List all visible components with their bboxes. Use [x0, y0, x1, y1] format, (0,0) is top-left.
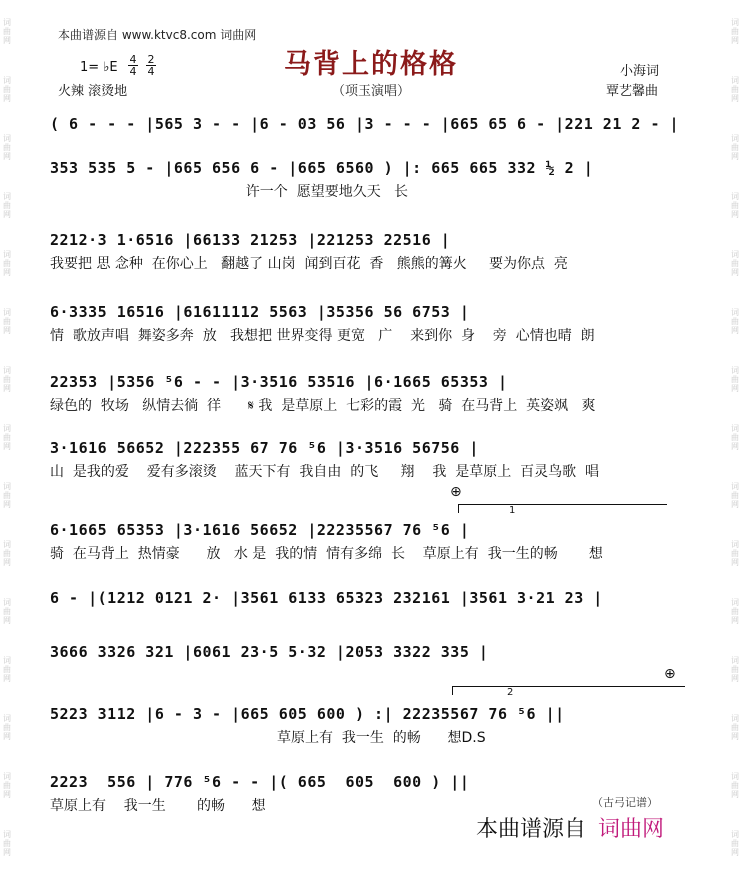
time-signature-1-bottom: 4	[129, 65, 137, 78]
lyrics-line: 许一个 愿望要地久天 长	[50, 184, 409, 200]
notation-line: 353 535 5 - |665 656 6 - |665 6560 ) |: 665 665 332 ½ 2 |	[50, 159, 594, 177]
notation-line: 6·3335 16516 |61611112 5563 |35356 56 6753 |	[50, 303, 470, 321]
notation-line: 5223 3112 |6 - 3 - |665 605 600 ) :| 22235567 76 ⁵6 ||	[50, 705, 565, 723]
watermark-text: 词 曲 网	[731, 830, 739, 857]
key-signature: 1= ♭E	[80, 60, 118, 75]
volta-number: 1	[509, 505, 516, 516]
watermark-text: 词 曲 网	[731, 76, 739, 103]
watermark-text: 词 曲 网	[3, 18, 11, 45]
notation-line: ( 6 - - - |565 3 - - |6 - 03 56 |3 - - - |665 65 6 - |221 21 2 - |	[50, 115, 680, 133]
tempo-marking: 火辣 滚烫地	[58, 84, 128, 99]
lyrics-line: 我要把 思 念种 在你心上 翻越了 山岗 闻到百花 香 熊熊的篝火 要为你点 亮	[50, 256, 568, 272]
notation-line: 6·1665 65353 |3·1616 56652 |22235567 76 ⁵6 |	[50, 521, 470, 539]
watermark-text: 词 曲 网	[3, 308, 11, 335]
watermark-text: 词 曲 网	[3, 540, 11, 567]
footer-site-label: 词曲网	[598, 817, 665, 842]
notation-line: 6 - |(1212 0121 2· |3561 6133 65323 232161 |3561 3·21 23 |	[50, 589, 603, 607]
performer: （项玉演唱）	[331, 84, 410, 99]
watermark-text: 词 曲 网	[3, 772, 11, 799]
source-site-text: 本曲谱源自 www.ktvc8.com 词曲网	[58, 28, 257, 42]
footer-source	[476, 812, 664, 843]
watermark-text: 词 曲 网	[731, 250, 739, 277]
watermark-text: 词 曲 网	[3, 656, 11, 683]
lyrics-line: 草原上有 我一生 的畅 想D.S	[50, 730, 486, 746]
time-signature-2	[146, 54, 156, 77]
volta-bracket-2	[452, 686, 685, 698]
notation-line: 3·1616 56652 |222355 67 76 ⁵6 |3·3516 56756 |	[50, 439, 479, 457]
transcriber-credit: （古弓记谱）	[592, 796, 658, 809]
watermark-text: 词 曲 网	[731, 308, 739, 335]
time-signature-2-bottom: 4	[147, 65, 155, 78]
lyrics-line: 草原上有 我一生 的畅 想	[50, 798, 266, 814]
notation-line: 2223 556 | 776 ⁵6 - - |( 665 605 600 ) ||	[50, 773, 470, 791]
time-signature-1	[128, 54, 138, 77]
watermark-text: 词 曲 网	[3, 598, 11, 625]
left-watermark-strip	[0, 0, 14, 874]
watermark-text: 词 曲 网	[731, 482, 739, 509]
lyrics-line: 绿色的 牧场 纵情去徜 徉 𝄋 我 是草原上 七彩的霞 光 骑 在马背上 英姿飒 爽	[50, 398, 596, 414]
watermark-text: 词 曲 网	[3, 134, 11, 161]
watermark-text: 词 曲 网	[3, 830, 11, 857]
lyrics-line: 骑 在马背上 热情豪 放 水 是 我的情 情有多绵 长 草原上有 我一生的畅 想	[50, 546, 603, 562]
watermark-text: 词 曲 网	[731, 598, 739, 625]
right-watermark-strip	[728, 0, 742, 874]
watermark-text: 词 曲 网	[3, 714, 11, 741]
composer: 覃艺馨曲	[606, 84, 659, 99]
watermark-text: 词 曲 网	[731, 192, 739, 219]
volta-number: 2	[507, 687, 514, 698]
notation-line: 2212·3 1·6516 |66133 21253 |221253 22516 |	[50, 231, 451, 249]
watermark-text: 词 曲 网	[3, 192, 11, 219]
watermark-text: 词 曲 网	[3, 424, 11, 451]
watermark-text: 词 曲 网	[731, 424, 739, 451]
notation-line: 22353 |5356 ⁵6 - - |3·3516 53516 |6·1665 65353 |	[50, 373, 508, 391]
coda-sign-icon: ⊕	[450, 484, 462, 500]
time-signature-1-top: 4	[129, 53, 137, 66]
lyrics-line: 情 歌放声唱 舞姿多奔 放 我想把 世界变得 更宽 广 来到你 身 旁 心情也晴 朗	[50, 328, 595, 344]
watermark-text: 词 曲 网	[731, 714, 739, 741]
watermark-text: 词 曲 网	[731, 772, 739, 799]
watermark-text: 词 曲 网	[3, 250, 11, 277]
watermark-text: 词 曲 网	[731, 656, 739, 683]
watermark-text: 词 曲 网	[731, 134, 739, 161]
coda-sign-icon: ⊕	[664, 666, 676, 682]
volta-bracket-1	[458, 504, 667, 516]
watermark-text: 词 曲 网	[731, 540, 739, 567]
song-title: 马背上的格格	[284, 49, 458, 80]
lyrics-line	[50, 138, 690, 158]
notation-line: 3666 3326 321 |6061 23·5 5·32 |2053 3322 335 |	[50, 643, 489, 661]
watermark-text: 词 曲 网	[3, 366, 11, 393]
watermark-text: 词 曲 网	[731, 366, 739, 393]
lyrics-line: 山 是我的爱 爱有多滚烫 蓝天下有 我自由 的飞 翔 我 是草原上 百灵鸟歌 唱	[50, 464, 600, 480]
lyricist: 小海词	[620, 64, 660, 79]
watermark-text: 词 曲 网	[3, 482, 11, 509]
time-signature-2-top: 2	[147, 53, 155, 66]
watermark-text: 词 曲 网	[731, 18, 739, 45]
footer-source-label: 本曲谱源自	[476, 817, 587, 842]
watermark-text: 词 曲 网	[3, 76, 11, 103]
